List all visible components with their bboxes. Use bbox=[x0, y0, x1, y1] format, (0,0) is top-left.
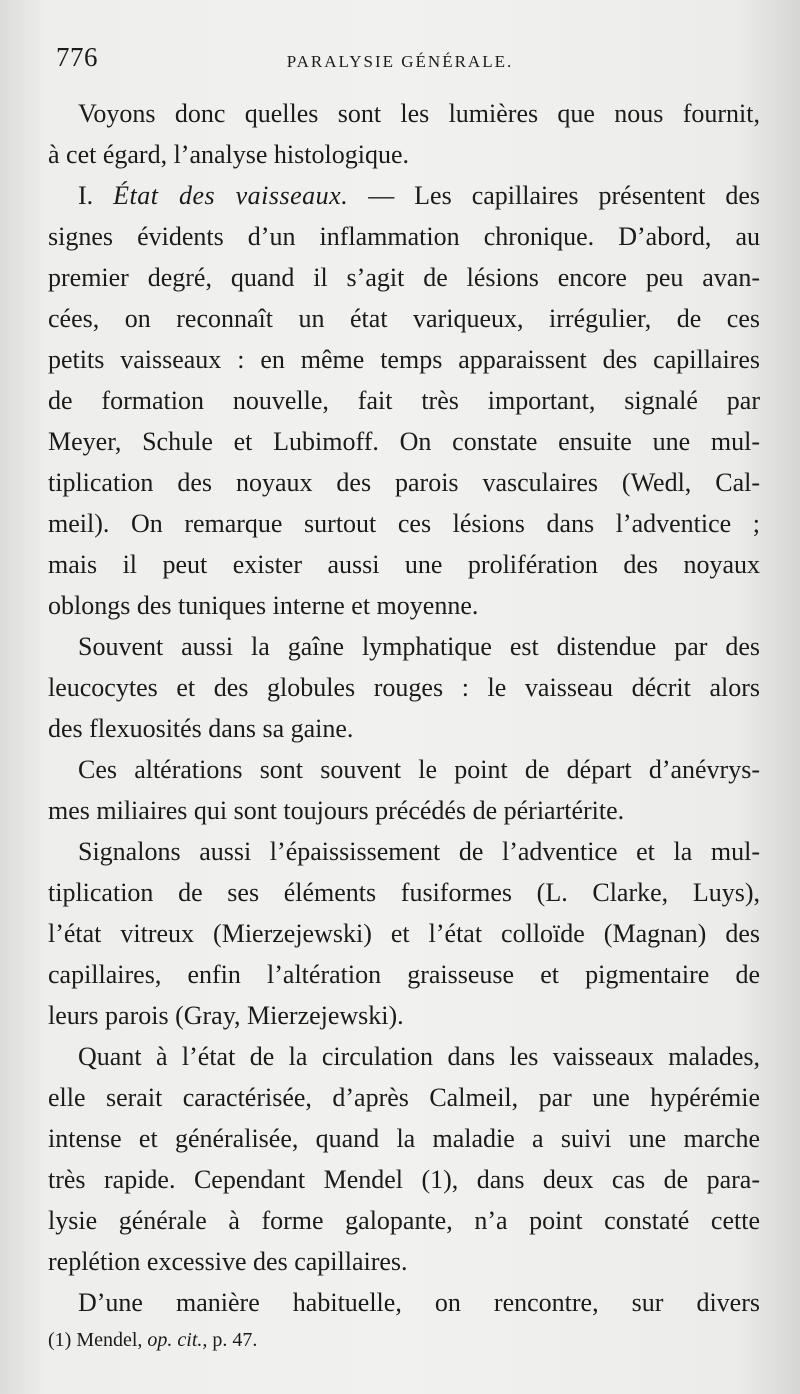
text-line-9: Meyer, Schule et Lubimoff. On constate ensuite une mul- bbox=[48, 427, 760, 456]
text-line-5: premier degré, quand il s’agit de lésions encore peu avan- bbox=[48, 263, 760, 292]
text-line-19: Signalons aussi l’épaississement de l’adventice et la mul- bbox=[78, 837, 760, 866]
text-line-13: oblongs des tuniques interne et moyenne. bbox=[48, 591, 479, 620]
text-line-22: capillaires, enfin l’altération graisseuse et pigmentaire de bbox=[48, 960, 760, 989]
section-number: I. bbox=[78, 181, 94, 210]
page-header bbox=[48, 42, 752, 86]
text-line-10: tiplication des noyaux des parois vasculaires (Wedl, Cal- bbox=[48, 468, 760, 497]
text-line-23: leurs parois (Gray, Mierzejewski). bbox=[48, 1001, 404, 1030]
text-line-12: mais il peut exister aussi une prolifération des noyaux bbox=[48, 550, 760, 579]
section-heading-line bbox=[48, 175, 760, 216]
footnote-ref: op. cit., bbox=[147, 1329, 208, 1351]
text-line-2: à cet égard, l’analyse histologique. bbox=[48, 140, 409, 169]
text-line-1: Voyons donc quelles sont les lumières que nous fournit, bbox=[78, 99, 760, 128]
text-line-11: meil). On remarque surtout ces lésions dans l’adventice ; bbox=[48, 509, 760, 538]
text-line-21: l’état vitreux (Mierzejewski) et l’état colloïde (Magnan) des bbox=[48, 919, 760, 948]
text-line-15: leucocytes et des globules rouges : le vaisseau décrit alors bbox=[48, 673, 760, 702]
section-title: État des vaisseaux. bbox=[113, 181, 349, 210]
text-line-24: Quant à l’état de la circulation dans les vaisseaux malades, bbox=[78, 1042, 760, 1071]
text-line-17: Ces altérations sont souvent le point de départ d’anévrys- bbox=[78, 755, 760, 784]
text-line-7: petits vaisseaux : en même temps apparaissent des capillaires bbox=[48, 345, 760, 374]
footnote-author: Mendel, bbox=[76, 1329, 143, 1351]
text-line-14: Souvent aussi la gaîne lymphatique est distendue par des bbox=[78, 632, 760, 661]
body-text bbox=[48, 93, 760, 1323]
text-line-8: de formation nouvelle, fait très important, signalé par bbox=[48, 386, 760, 415]
text-line-6: cées, on reconnaît un état variqueux, irrégulier, de ces bbox=[48, 304, 760, 333]
footnote-page: p. 47. bbox=[212, 1329, 258, 1351]
text-line-30: D’une manière habituelle, on rencontre, sur divers bbox=[78, 1288, 760, 1317]
text-line-20: tiplication de ses éléments fusiformes (L. Clarke, Luys), bbox=[48, 878, 760, 907]
page-number: 776 bbox=[56, 42, 98, 72]
text-line-29: replétion excessive des capillaires. bbox=[48, 1247, 408, 1276]
text-line-27: très rapide. Cependant Mendel (1), dans deux cas de para- bbox=[48, 1165, 760, 1194]
text-line-26: intense et généralisée, quand la maladie a suivi une marche bbox=[48, 1124, 760, 1153]
text-line-28: lysie générale à forme galopante, n’a point constaté cette bbox=[48, 1206, 760, 1235]
footnote-marker: (1) bbox=[48, 1329, 72, 1351]
running-head: PARALYSIE GÉNÉRALE. bbox=[286, 52, 514, 71]
footnote bbox=[48, 1326, 257, 1354]
text-line-4: signes évidents d’un inflammation chronique. D’abord, au bbox=[48, 222, 760, 251]
text-line-25: elle serait caractérisée, d’après Calmeil, par une hypérémie bbox=[48, 1083, 760, 1112]
section-line-text: Les capillaires présentent des bbox=[414, 181, 760, 210]
text-line-18: mes miliaires qui sont toujours précédés de périartérite. bbox=[48, 796, 625, 825]
section-dash: — bbox=[368, 181, 395, 210]
text-line-16: des flexuosités dans sa gaine. bbox=[48, 714, 354, 743]
